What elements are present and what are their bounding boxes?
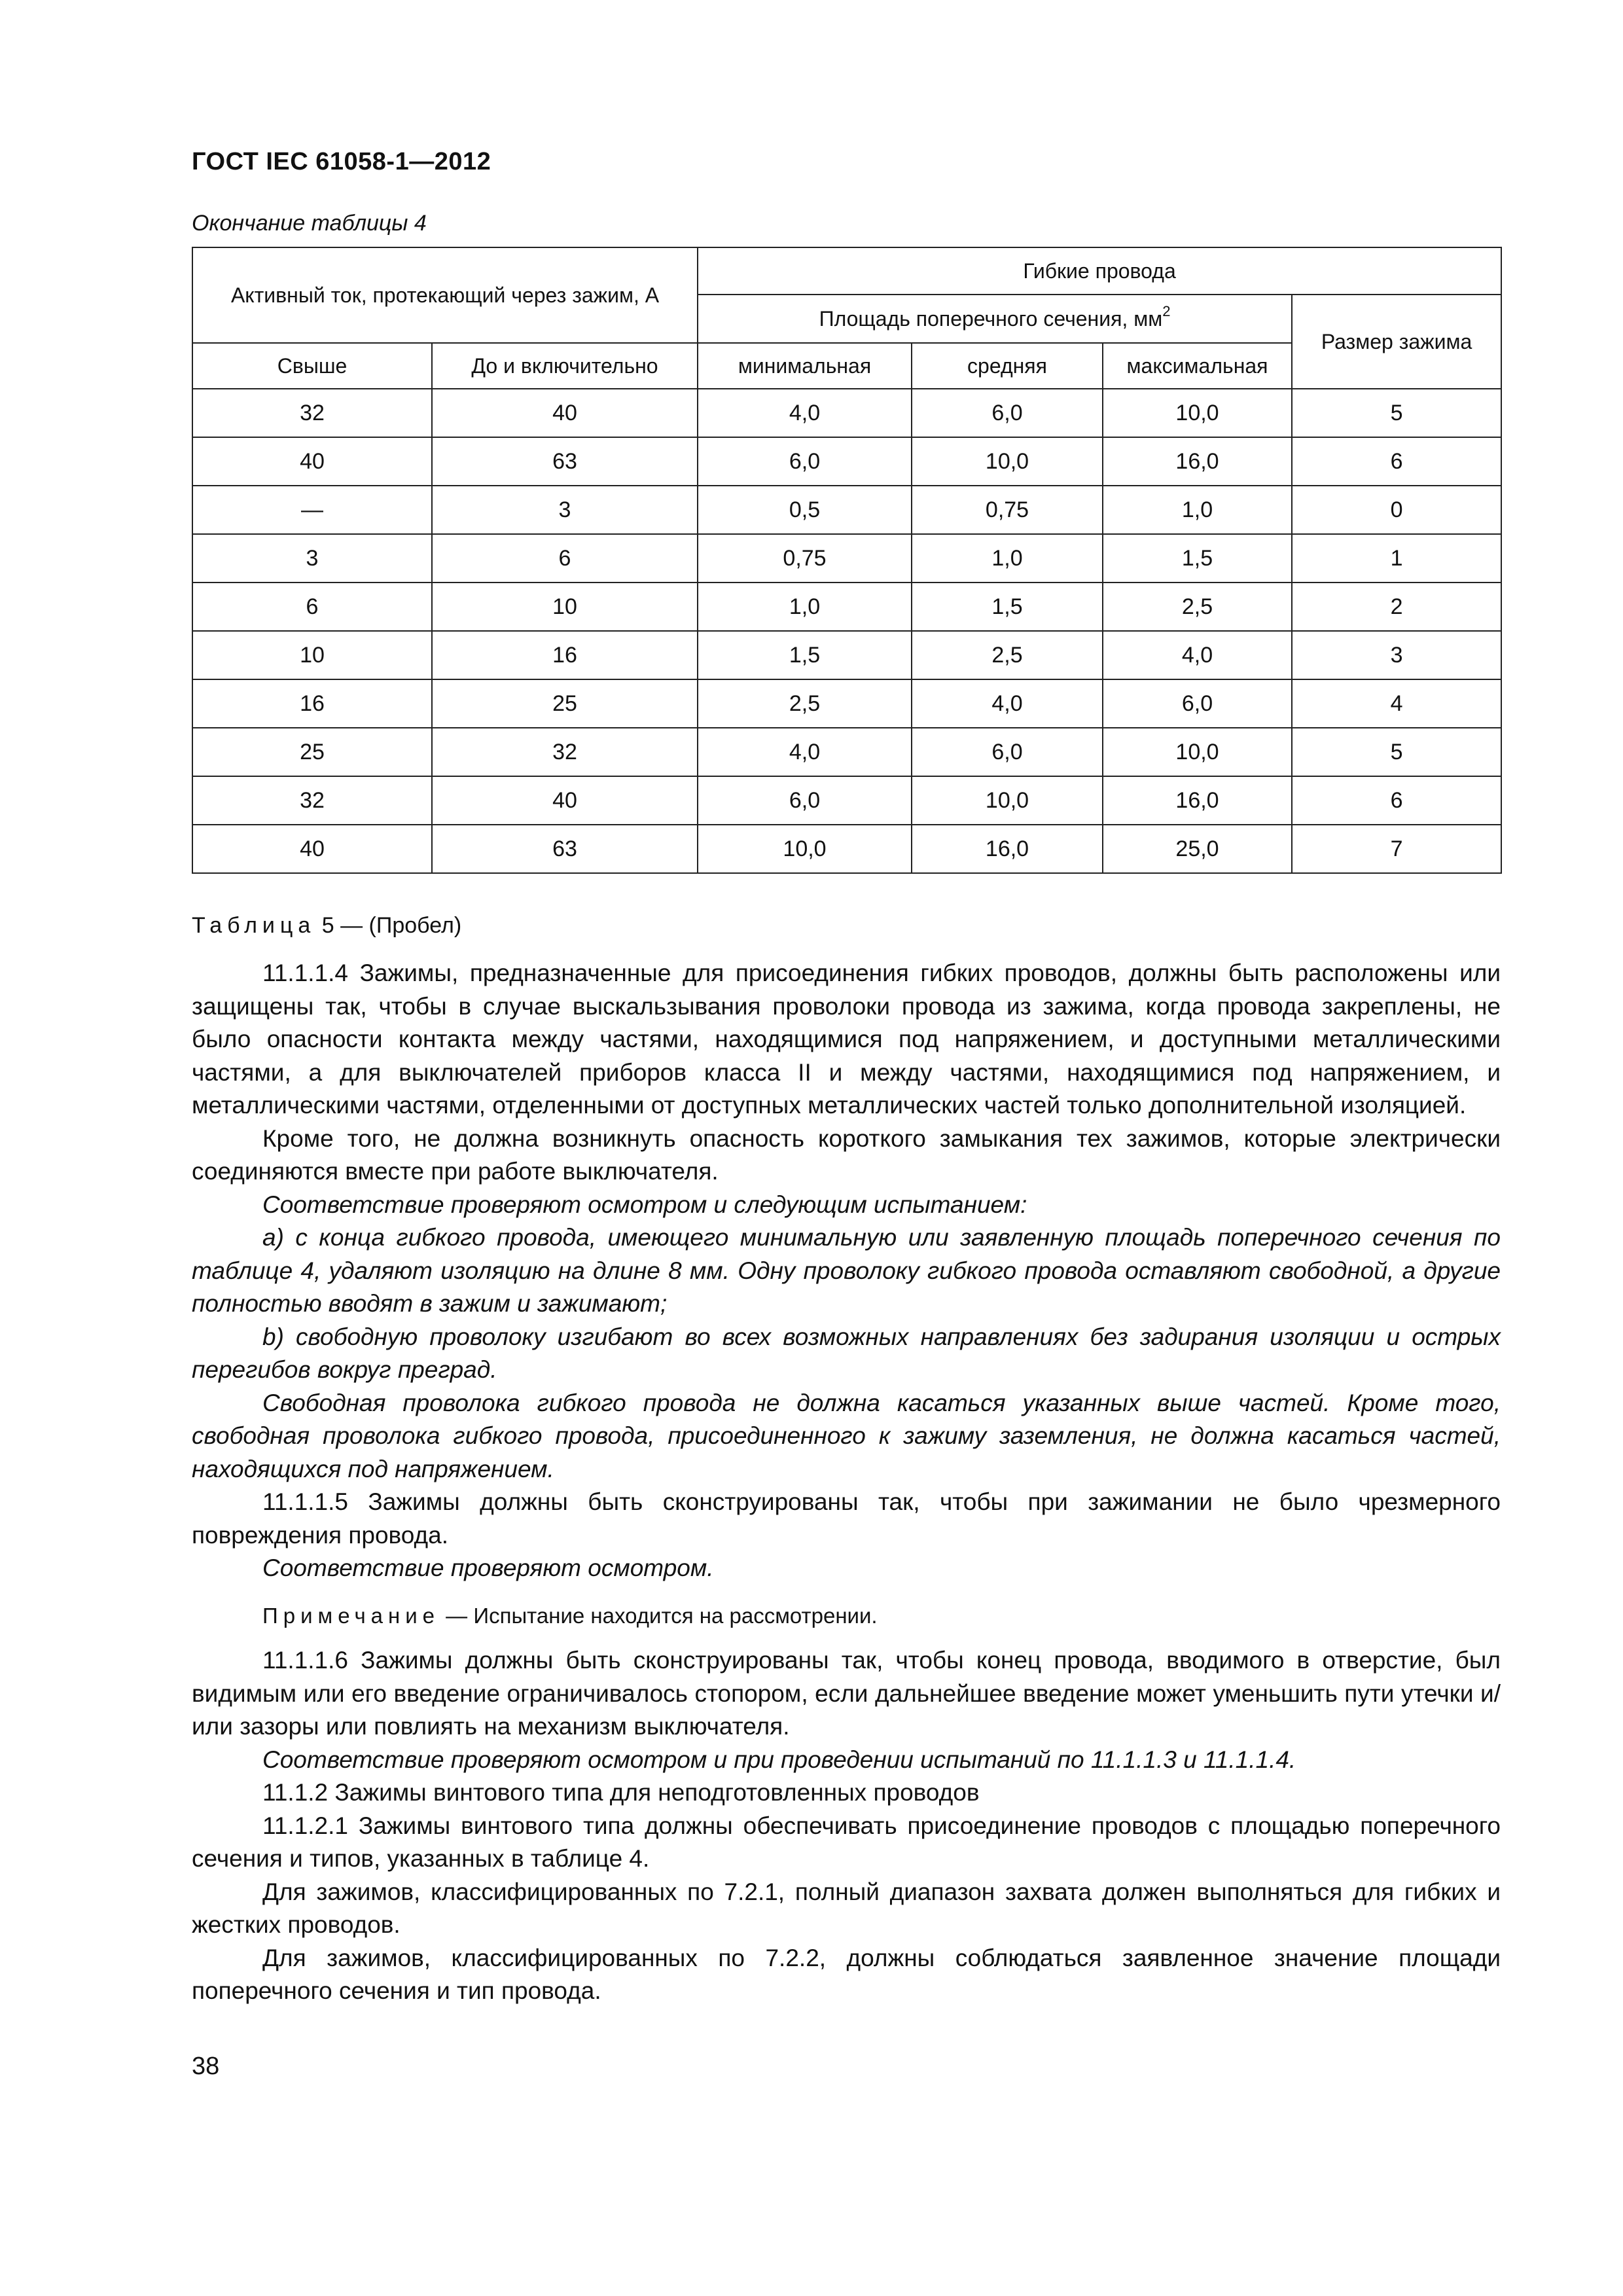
table-cell: 1,0 [1103,486,1292,534]
table-cell: 1,5 [1103,534,1292,583]
test-result-paragraph: Свободная проволока гибкого провода не должна касаться указанных выше частей. Кроме того, свободная проволока гибкого провода, присоединенного к зажиму заземления, не должна касаться частей, находящихся под напряжением. [192,1389,1501,1482]
table-cell: 1,5 [698,631,912,679]
table-cell: 16,0 [912,825,1103,873]
table-cell: 5 [1292,728,1501,776]
table-row [192,825,1501,873]
table-row [192,728,1501,776]
table-cell: 10,0 [1103,728,1292,776]
table-cell: 40 [432,389,698,437]
table-5-heading [192,913,461,939]
table-cell: 2,5 [1103,583,1292,631]
header-mid: средняя [912,343,1103,389]
table-caption: Окончание таблицы 4 [192,211,427,236]
area-superscript: 2 [1162,302,1171,319]
table-cell: 4 [1292,679,1501,728]
table-cell: 32 [192,389,432,437]
table-cell: 1 [1292,534,1501,583]
header-up-to: До и включительно [432,343,698,389]
note-text: — Испытание находится на рассмотрении. [440,1603,878,1628]
table-row [192,776,1501,825]
table-cell: 1,5 [912,583,1103,631]
table-cell: 40 [192,437,432,486]
area-label: Площадь поперечного сечения, мм [819,306,1163,331]
table-cell: 2,5 [698,679,912,728]
data-table [192,247,1502,874]
table-cell: 3 [192,534,432,583]
table-cell: 16,0 [1103,776,1292,825]
table-cell: 10 [192,631,432,679]
table-cell: 0 [1292,486,1501,534]
header-max: максимальная [1103,343,1292,389]
table-cell: 10,0 [1103,389,1292,437]
table-cell: 40 [432,776,698,825]
header-cross-section-area [698,295,1292,343]
table-cell: 7 [1292,825,1501,873]
table-row [192,389,1501,437]
table-cell: 2 [1292,583,1501,631]
table-row [192,534,1501,583]
table-cell: 16 [432,631,698,679]
table-cell: 6,0 [698,437,912,486]
table-row [192,631,1501,679]
table-cell: 10,0 [698,825,912,873]
table-cell: 10,0 [912,437,1103,486]
table-cell: 1,0 [912,534,1103,583]
paragraph-11-1-1-5: 11.1.1.5 Зажимы должны быть сконструированы так, чтобы при зажимании не было чрезмерного повреждения провода. [192,1488,1501,1549]
document-header: ГОСТ IEC 61058-1—2012 [192,148,491,175]
table-cell: 10,0 [912,776,1103,825]
table-cell: 6,0 [912,728,1103,776]
table-row [192,486,1501,534]
table-cell: 25 [192,728,432,776]
page-number: 38 [192,2053,220,2080]
table-cell: 16 [192,679,432,728]
note-label: Примечание [262,1603,440,1628]
paragraph: Для зажимов, классифицированных по 7.2.1, полный диапазон захвата должен выполняться для гибких и жестких проводов. [192,1878,1501,1938]
table-row [192,437,1501,486]
table-cell: 6 [432,534,698,583]
table-cell: 63 [432,825,698,873]
table-cell: 0,5 [698,486,912,534]
table-cell: 4,0 [1103,631,1292,679]
table-row [192,583,1501,631]
section-heading-11-1-2: 11.1.2 Зажимы винтового типа для неподготовленных проводов [262,1779,980,1806]
header-flexible-wires: Гибкие провода [698,247,1501,295]
table-cell: 10 [432,583,698,631]
table-cell: 63 [432,437,698,486]
table-cell: 6,0 [912,389,1103,437]
compliance-paragraph: Соответствие проверяют осмотром и следующим испытанием: [262,1191,1027,1218]
compliance-paragraph: Соответствие проверяют осмотром и при проведении испытаний по 11.1.1.3 и 11.1.1.4. [262,1746,1296,1773]
table-cell: — [192,486,432,534]
test-step-b: b) свободную проволоку изгибают во всех возможных направлениях без задирания изоляции и острых перегибов вокруг преград. [192,1323,1501,1383]
body-text [192,957,1501,2008]
table-cell: 32 [432,728,698,776]
table-cell: 6 [192,583,432,631]
table-cell: 6 [1292,776,1501,825]
table-cell: 6,0 [1103,679,1292,728]
table-5-label: Таблица [192,913,316,938]
table-cell: 16,0 [1103,437,1292,486]
table-cell: 2,5 [912,631,1103,679]
table-cell: 32 [192,776,432,825]
table-5-text: 5 — (Пробел) [315,913,462,938]
paragraph-11-1-2-1: 11.1.2.1 Зажимы винтового типа должны обеспечивать присоединение проводов с площадью поперечного сечения и типов, указанных в таблице 4. [192,1812,1501,1872]
table-row [192,679,1501,728]
table-cell: 3 [432,486,698,534]
table-cell: 1,0 [698,583,912,631]
paragraph: Для зажимов, классифицированных по 7.2.2, должны соблюдаться заявленное значение площади поперечного сечения и тип провода. [192,1944,1501,2004]
table-cell: 6 [1292,437,1501,486]
paragraph-11-1-1-6: 11.1.1.6 Зажимы должны быть сконструированы так, чтобы конец провода, вводимого в отверстие, был видимым или его введение ограничивалось стопором, если дальнейшее введение может уменьшить пути утечки и/или зазоры или повлиять на механизм выключателя. [192,1647,1501,1740]
table-cell: 4,0 [912,679,1103,728]
table-cell: 40 [192,825,432,873]
table-cell: 5 [1292,389,1501,437]
table-cell: 3 [1292,631,1501,679]
table-cell: 25 [432,679,698,728]
header-over: Свыше [192,343,432,389]
paragraph: Кроме того, не должна возникнуть опасность короткого замыкания тех зажимов, которые электрически соединяются вместе при работе выключателя. [192,1124,1501,1185]
paragraph-11-1-1-4: 11.1.1.4 Зажимы, предназначенные для присоединения гибких проводов, должны быть расположены или защищены так, чтобы в случае выскальзывания проволоки провода из зажима, когда провода закреплены, не было опасности контакта между частями, находящимися под напряжением, и доступными металлическими частями, а для выключателей приборов класса II и между частями, находящимися под напряжением, и металлическими частями, отделенными от доступных металлических частей только дополнительной изоляцией. [192,960,1501,1119]
table-cell: 0,75 [698,534,912,583]
table-cell: 4,0 [698,389,912,437]
table-cell: 6,0 [698,776,912,825]
table-cell: 4,0 [698,728,912,776]
header-min: минимальная [698,343,912,389]
note [192,1600,1501,1633]
compliance-paragraph: Соответствие проверяют осмотром. [262,1554,714,1581]
test-step-a: a) с конца гибкого провода, имеющего минимальную или заявленную площадь поперечного сечения по таблице 4, удаляют изоляцию на длине 8 мм. Одну проволоку гибкого провода оставляют свободной, а другие полностью вводят в зажим и зажимают; [192,1224,1501,1317]
table-cell: 0,75 [912,486,1103,534]
header-current-group: Активный ток, протекающий через зажим, А [192,247,698,343]
table-cell: 25,0 [1103,825,1292,873]
header-clamp-size: Размер зажима [1292,295,1501,389]
